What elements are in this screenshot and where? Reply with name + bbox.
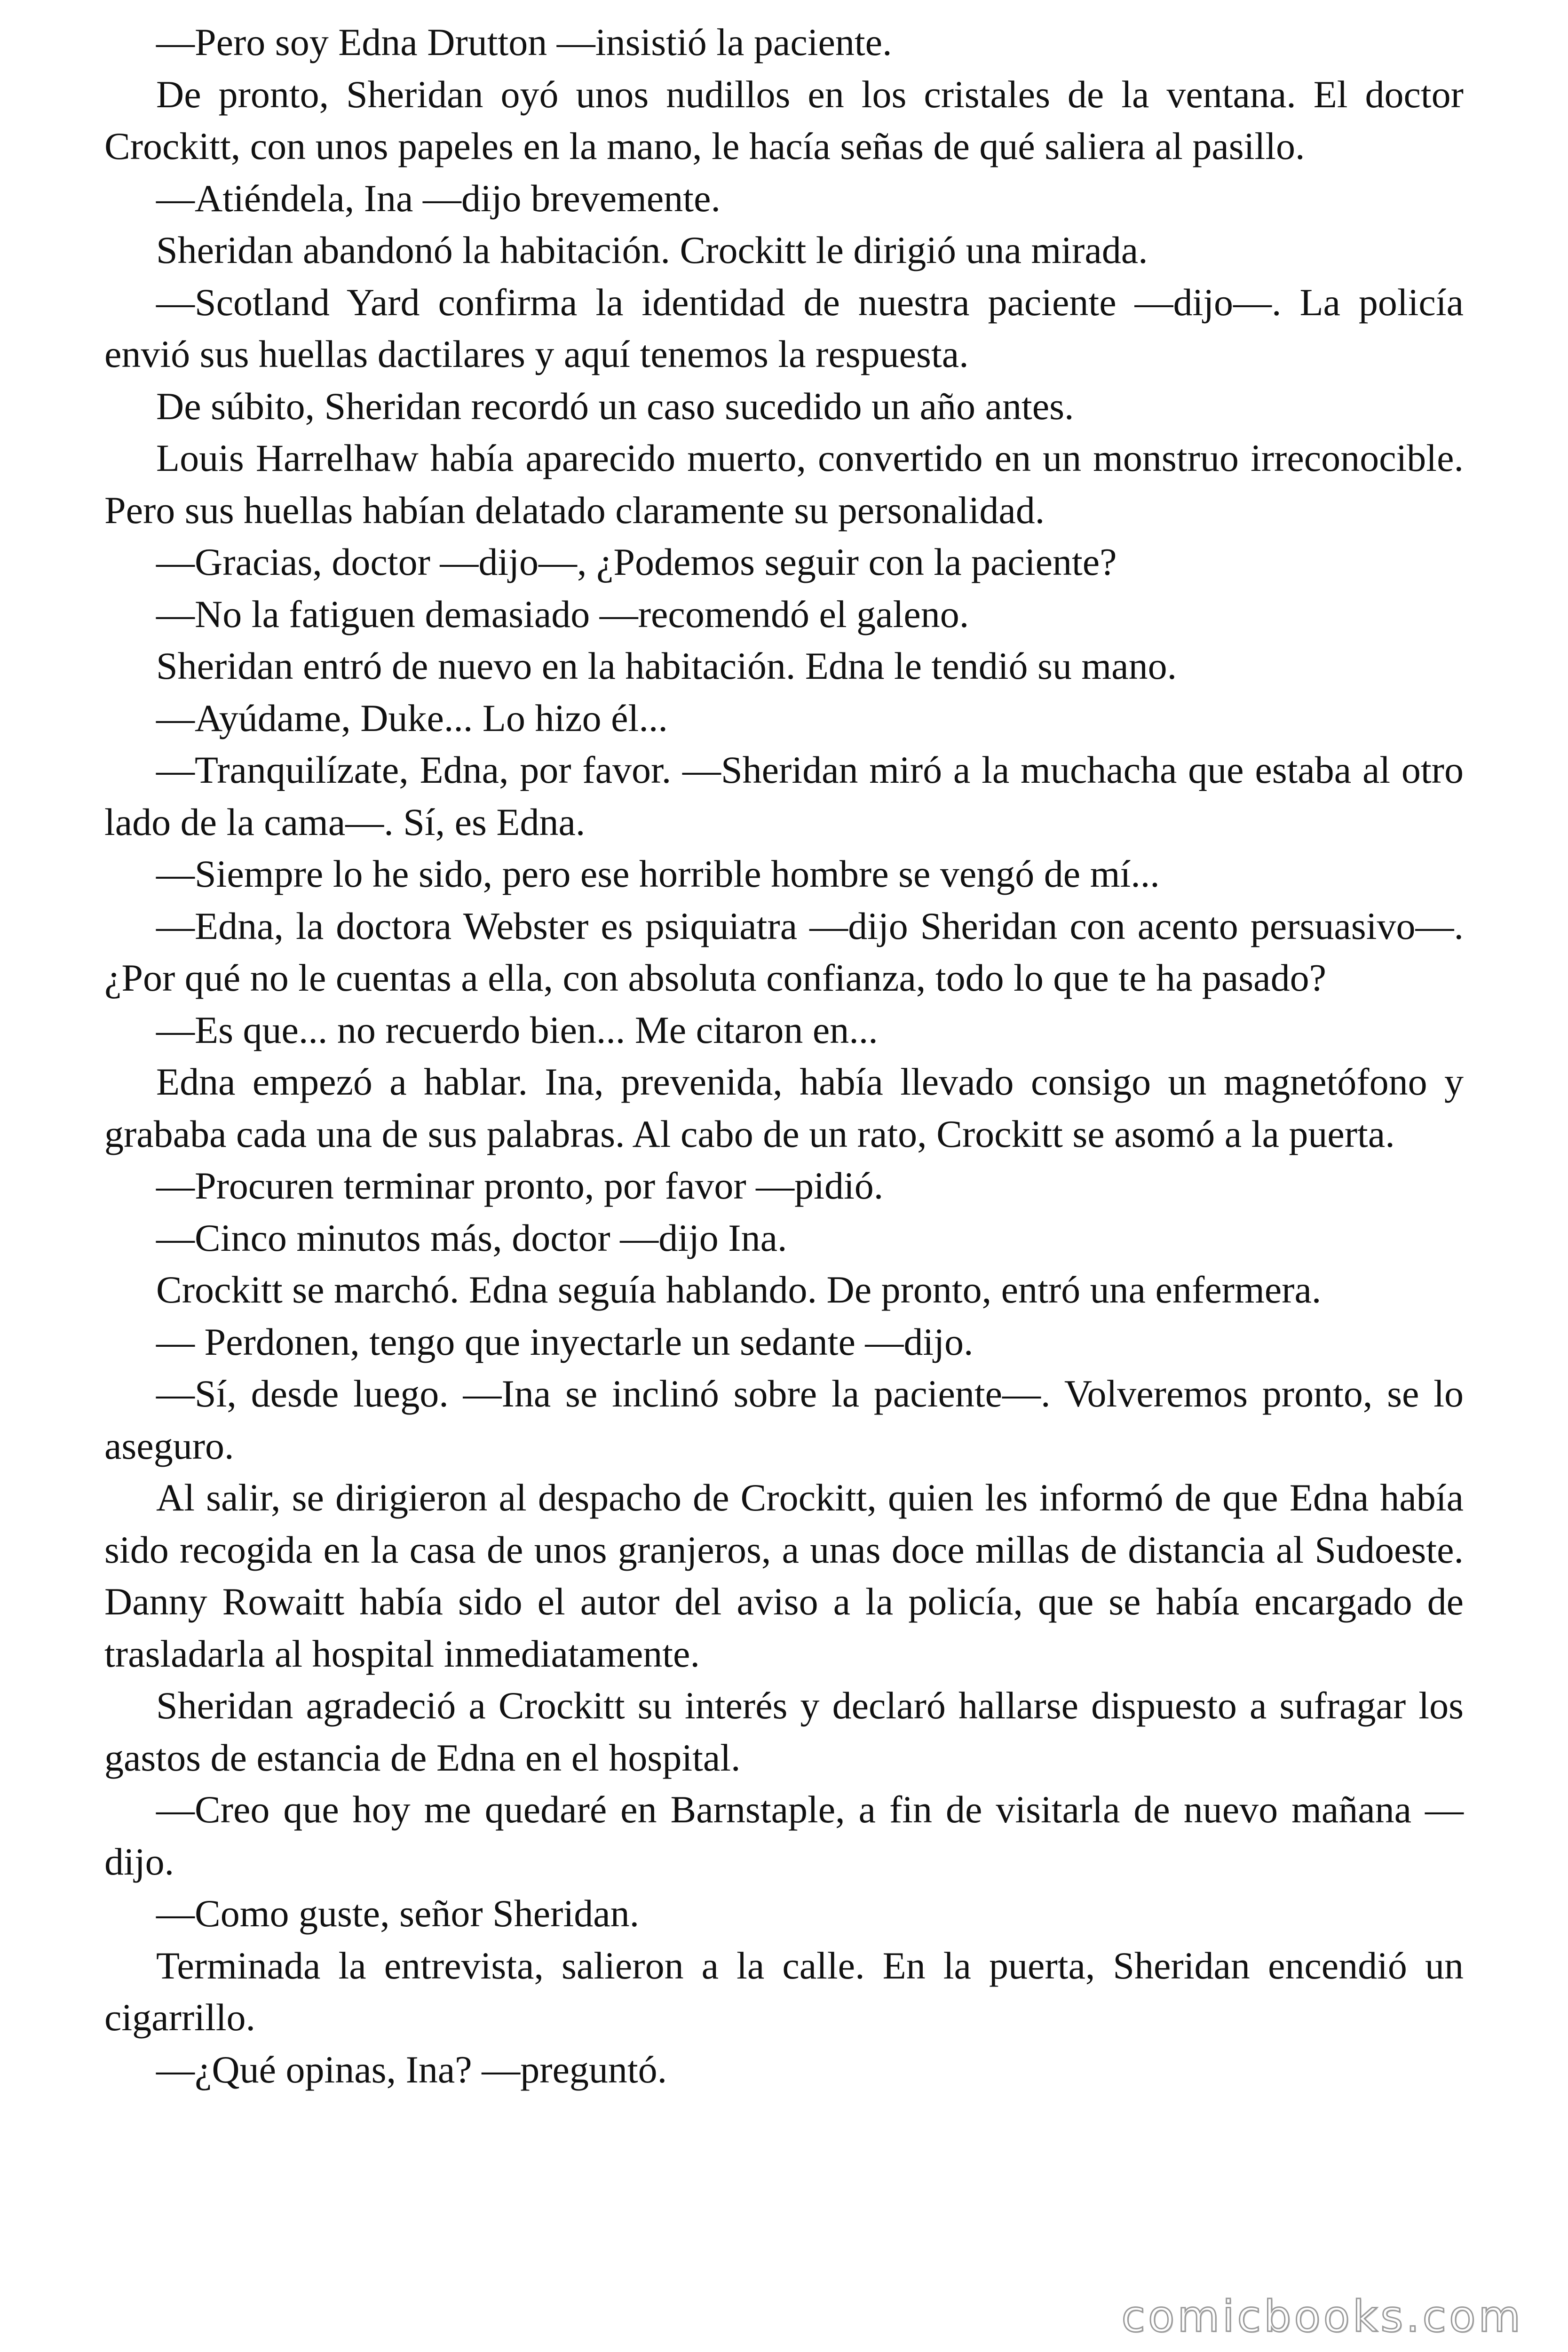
paragraph: —Gracias, doctor —dijo—, ¿Podemos seguir con la paciente? bbox=[156, 540, 1117, 583]
paragraph: — Perdonen, tengo que inyectarle un sedante —dijo. bbox=[156, 1320, 974, 1363]
paragraph: —Creo que hoy me quedaré en Barnstaple, a fin de visitarla de nuevo mañana —dijo. bbox=[104, 1788, 1464, 1883]
paragraph: —Sí, desde luego. —Ina se inclinó sobre la paciente—. Volveremos pronto, se lo aseguro. bbox=[104, 1372, 1464, 1467]
paragraph: —Es que... no recuerdo bien... Me citaron en... bbox=[156, 1008, 878, 1051]
paragraph: Crockitt se marchó. Edna seguía hablando. De pronto, entró una enfermera. bbox=[156, 1268, 1322, 1311]
paragraph: —Ayúdame, Duke... Lo hizo él... bbox=[156, 696, 668, 739]
paragraph: De pronto, Sheridan oyó unos nudillos en los cristales de la ventana. El doctor Crockitt, con unos papeles en la mano, le hacía señas de qué saliera al pasillo. bbox=[104, 72, 1464, 167]
paragraph: —Atiéndela, Ina —dijo brevemente. bbox=[156, 176, 721, 220]
paragraph: Sheridan entró de nuevo en la habitación. Edna le tendió su mano. bbox=[156, 644, 1177, 687]
paragraph: —¿Qué opinas, Ina? —preguntó. bbox=[156, 2048, 667, 2091]
paragraph: —No la fatiguen demasiado —recomendó el galeno. bbox=[156, 592, 969, 636]
paragraph: —Cinco minutos más, doctor —dijo Ina. bbox=[156, 1216, 787, 1259]
paragraph: —Pero soy Edna Drutton —insistió la paciente. bbox=[156, 21, 892, 64]
paragraph: —Tranquilízate, Edna, por favor. —Sheridan miró a la muchacha que estaba al otro lado de la cama—. Sí, es Edna. bbox=[104, 748, 1464, 843]
watermark-text: comicbooks.com bbox=[1121, 2291, 1523, 2342]
paragraph: Terminada la entrevista, salieron a la calle. En la puerta, Sheridan encendió un cigarrillo. bbox=[104, 1944, 1464, 2039]
paragraph: Louis Harrelhaw había aparecido muerto, convertido en un monstruo irreconocible. Pero sus huellas habían delatado claramente su personalidad. bbox=[104, 437, 1464, 532]
paragraph: —Siempre lo he sido, pero ese horrible hombre se vengó de mí... bbox=[156, 852, 1160, 895]
paragraph: Sheridan abandonó la habitación. Crockitt le dirigió una mirada. bbox=[156, 229, 1148, 271]
paragraph: Edna empezó a hablar. Ina, prevenida, había llevado consigo un magnetófono y grababa cada una de sus palabras. Al cabo de un rato, Crockitt se asomó a la puerta. bbox=[104, 1060, 1464, 1155]
paragraph: Sheridan agradeció a Crockitt su interés y declaró hallarse dispuesto a sufragar los gastos de estancia de Edna en el hospital. bbox=[104, 1684, 1464, 1779]
paragraph: —Como guste, señor Sheridan. bbox=[156, 1892, 640, 1935]
paragraph: —Scotland Yard confirma la identidad de nuestra paciente —dijo—. La policía envió sus huellas dactilares y aquí tenemos la respuesta. bbox=[104, 280, 1464, 375]
paragraph: De súbito, Sheridan recordó un caso sucedido un año antes. bbox=[156, 384, 1074, 428]
paragraph: —Edna, la doctora Webster es psiquiatra —dijo Sheridan con acento persuasivo—. ¿Por qué no le cuentas a ella, con absoluta confianza, todo lo que te ha pasado? bbox=[104, 904, 1464, 999]
paragraph: —Procuren terminar pronto, por favor —pidió. bbox=[156, 1164, 884, 1207]
paragraph: Al salir, se dirigieron al despacho de Crockitt, quien les informó de que Edna había sido recogida en la casa de unos granjeros, a unas doce millas de distancia al Sudoeste. Danny Rowaitt había sido el autor del aviso a la policía, que se había encargado de trasladarla al hospital inmediatamente. bbox=[104, 1476, 1464, 1675]
page-body bbox=[104, 16, 1464, 2096]
